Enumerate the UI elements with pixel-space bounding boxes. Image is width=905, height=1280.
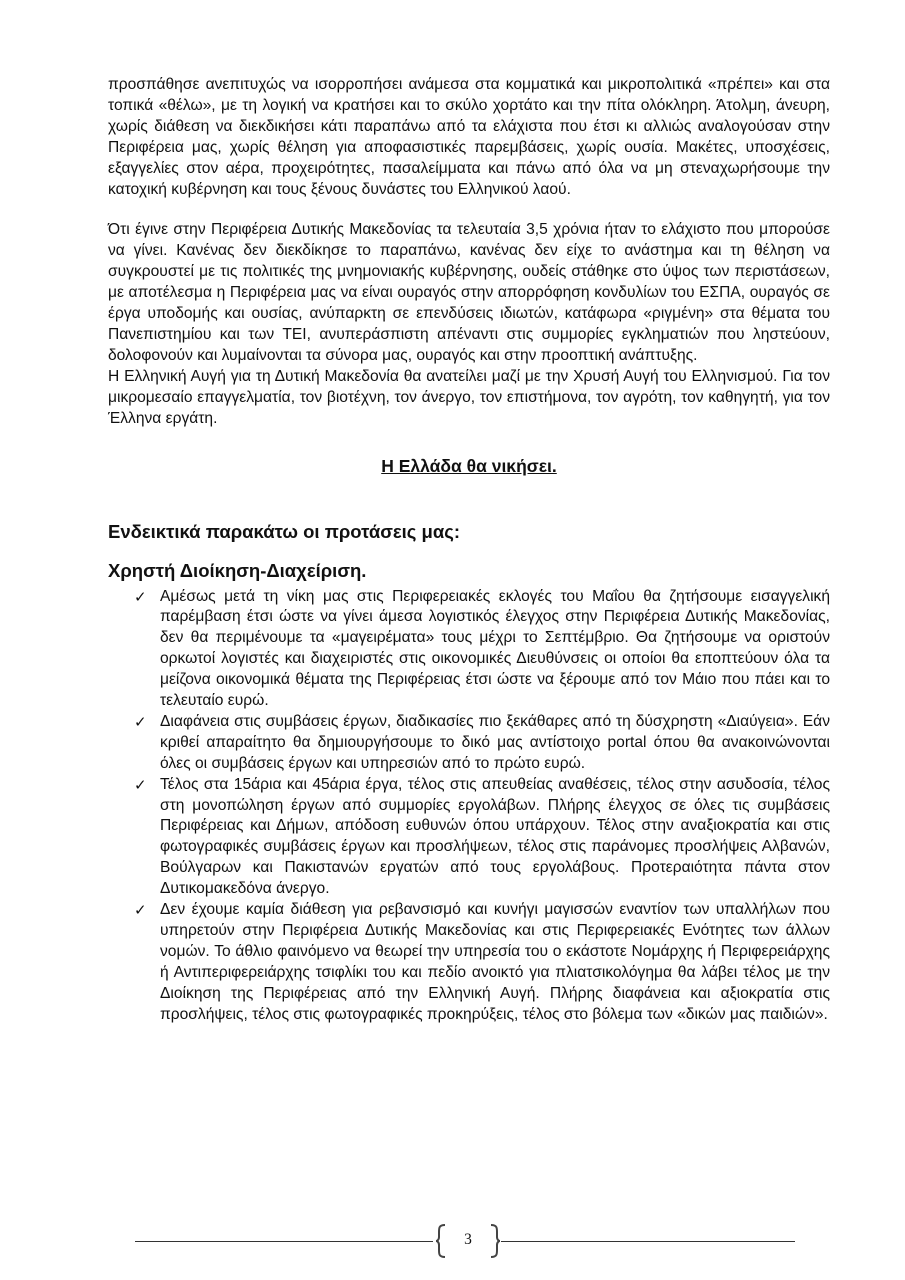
- list-item-text: Δεν έχουμε καμία διάθεση για ρεβανσισμό και κυνήγι μαγισσών εναντίον των υπαλλήλων που υπηρετούν στην Περιφέρεια Δυτικής Μακεδονίας και στις Περιφερειακές Ενότητες των άλλων νομών. Το άθλιο φαινόμενο να θεωρεί την υπηρεσία του ο εκάστοτε Νομάρχης ή Περιφερειάρχης ή Αντιπεριφερειάρχης τσιφλίκι του και πεδίο ανοικτό για πλιατσικολόγημα θα λάβει τέλος με την Διοίκηση της Περιφέρειας από την Ελληνική Αυγή. Πλήρης διαφάνεια και αξιοκρατία στις προσλήψεις, τέλος στις φωτογραφικές προκηρύξεις, τέλος στο βόλεμα των «δικών μας παιδιών».: [160, 901, 830, 1023]
- paragraph-greek-dawn: Η Ελληνική Αυγή για τη Δυτική Μακεδονία θα ανατείλει μαζί με την Χρυσή Αυγή του Ελληνισμού. Για τον μικρομεσαίο επαγγελματία, τον βιοτέχνη, τον άνεργο, τον επιστήμονα, τον αγρότη, τον καθηγητή, για τον Έλληνα εργάτη.: [108, 367, 830, 427]
- list-item: [134, 587, 830, 712]
- list-item-text: Διαφάνεια στις συμβάσεις έργων, διαδικασίες πιο ξεκάθαρες από τη δύσχρηστη «Διαύγεια». Εάν κριθεί απαραίτητο θα δημιουργήσουμε το δικό μας αντίστοιχο portal όπου θα ανακοινώνονται όλες οι συμβάσεις έργων και υπηρεσιών από το πρώτο ευρώ.: [160, 712, 830, 772]
- paragraph-last-years: Ότι έγινε στην Περιφέρεια Δυτικής Μακεδονίας τα τελευταία 3,5 χρόνια ήταν το ελάχιστο που μπορούσε να γίνει. Κανένας δεν διεκδίκησε το παραπάνω, κανένας δεν είχε το ανάστημα και τη θέληση να συγκρουστεί με τις πολιτικές της μνημονιακής κυβέρνησης, ουδείς στάθηκε στο ύψος των περιστάσεων, με αποτέλεσμα η Περιφέρεια μας να είναι ουραγός στην απορρόφηση κονδυλίων του ΕΣΠΑ, ουραγός σε έργα υποδομής και ουσίας, ανύπαρκτη σε επενδύσεις ιδιωτών, κατάφωρα «ριγμένη» στα θέματα του Πανεπιστημίου και των ΤΕΙ, ανυπεράσπιστη απέναντι στις συμμορίες εγκληματιών που ληστεύουν, δολοφονούν και λυμαίνονται τα σύνορα μας, ουραγός και στην προοπτική ανάπτυξης.: [108, 221, 830, 364]
- right-bracket-icon: [489, 1224, 501, 1258]
- check-mark-icon: ✓: [134, 712, 147, 731]
- paragraph-intro-continued: προσπάθησε ανεπιτυχώς να ισορροπήσει ανάμεσα στα κομματικά και μικροπολιτικά «πρέπει» και στα τοπικά «θέλω», με τη λογική να κρατήσει και το σκύλο χορτάτο και την πίτα ολόκληρη. Άτολμη, άνευρη, χωρίς διάθεση να διεκδικήσει κάτι παραπάνω από τα ελάχιστα που έτσι κι αλλιώς αναλογούσαν στην Περιφέρεια μας, χωρίς θέληση για αποφασιστικές παρεμβάσεις, χωρίς ουσία. Μακέτες, υποσχέσεις, εξαγγελίες στον αέρα, προχειρότητες, πασαλείμματα και πάνω από όλα να μη στεναχωρήσουμε την κατοχική κυβέρνηση και τους ξένους δυνάστες του Ελληνικού λαού.: [108, 76, 830, 198]
- document-page: [108, 75, 830, 1026]
- proposals-heading: Ενδεικτικά παρακάτω οι προτάσεις μας:: [108, 520, 461, 542]
- check-mark-icon: ✓: [134, 775, 147, 794]
- check-mark-icon: ✓: [134, 901, 147, 920]
- list-item: [134, 775, 830, 900]
- list-item: [134, 712, 830, 775]
- left-bracket-icon: [435, 1224, 447, 1258]
- footer-rule-right: [501, 1241, 795, 1242]
- page-footer: [135, 1224, 795, 1260]
- governance-subheading: Χρηστή Διοίκηση-Διαχείριση.: [108, 559, 367, 581]
- motto-heading: [108, 454, 830, 478]
- proposal-list: [108, 587, 830, 1026]
- page-number: 3: [464, 1231, 472, 1248]
- list-item: [134, 900, 830, 1025]
- check-mark-icon: ✓: [134, 587, 147, 606]
- motto-text: Η Ελλάδα θα νικήσει.: [381, 455, 557, 476]
- list-item-text: Αμέσως μετά τη νίκη μας στις Περιφερειακές εκλογές του Μαΐου θα ζητήσουμε εισαγγελική παρέμβαση έτσι ώστε να γίνει άμεσα λογιστικός έλεγχος στην Περιφέρεια Δυτικής Μακεδονίας, δεν θα περιμένουμε τα «μαγειρέματα» τους μέχρι το Σεπτέμβριο. Θα ζητήσουμε να οριστούν ορκωτοί λογιστές και διαχειριστές στις οικονομικές Διευθύνσεις οι οποίοι θα εποπτεύουν όλα τα μείζονα οικονομικά θέματα της Περιφέρειας έτσι ώστε να ξέρουμε από τον Μάιο που πάει και το τελευταίο ευρώ.: [160, 587, 830, 710]
- list-item-text: Τέλος στα 15άρια και 45άρια έργα, τέλος στις απευθείας αναθέσεις, τέλος στην ασυδοσία, τέλος στη μονοπώληση έργων από συμμορίες εργολάβων. Πλήρης έλεγχος σε όλες τις συμβάσεις Περιφέρειας και Δήμων, απόδοση ευθυνών όπου υπάρχουν. Τέλος στην αναξιοκρατία και στις φωτογραφικές συμβάσεις έργων και προσλήψεων, τέλος στις παράνομες προσλήψεις Αλβανών, Βούλγαρων και Πακιστανών εργατών από τους εργολάβους. Προτεραιότητα πάντα στον Δυτικομακεδόνα άνεργο.: [160, 775, 830, 898]
- footer-rule-left: [135, 1241, 433, 1242]
